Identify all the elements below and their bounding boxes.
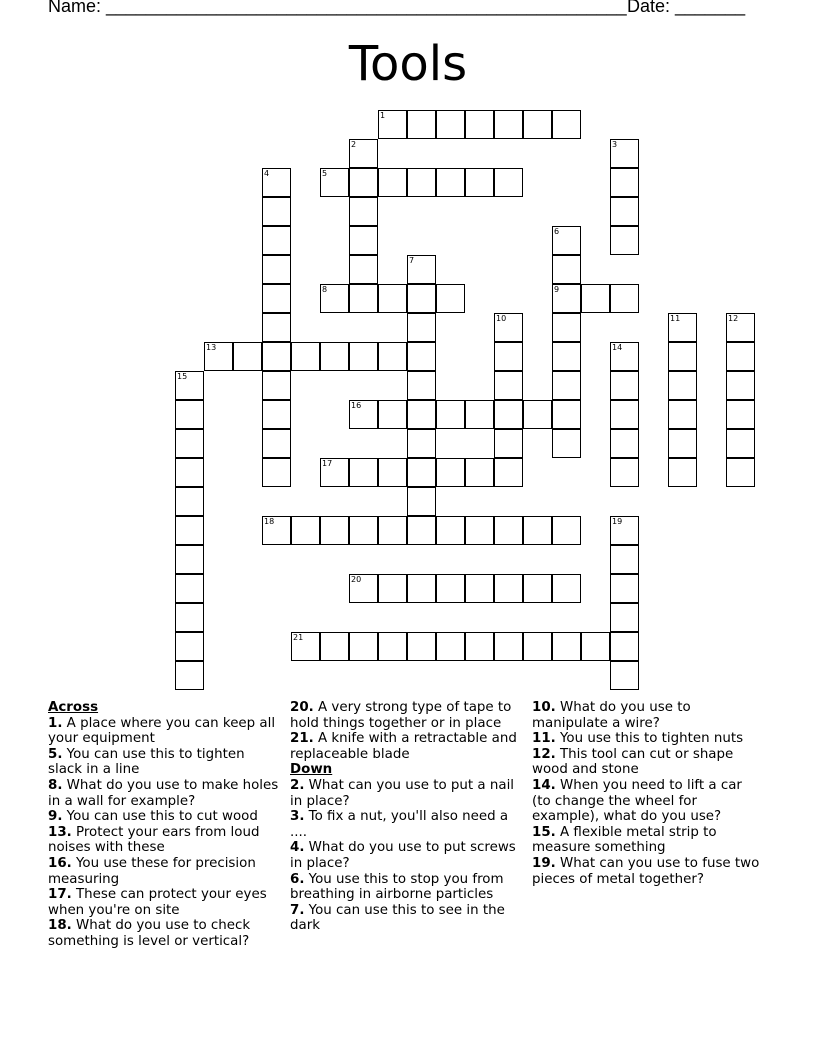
clue-number: 2 bbox=[351, 140, 357, 149]
clue-text: A very strong type of tape to hold things together or in place bbox=[290, 700, 512, 731]
clue-text: You use this to tighten nuts bbox=[555, 731, 744, 747]
grid-cell[interactable] bbox=[494, 168, 523, 197]
clue-number-label: 7. bbox=[290, 902, 305, 918]
across-clue bbox=[48, 778, 280, 809]
grid-cell[interactable] bbox=[436, 574, 465, 603]
grid-cell[interactable] bbox=[407, 110, 436, 139]
grid-cell[interactable] bbox=[465, 168, 494, 197]
grid-cell[interactable] bbox=[378, 342, 407, 371]
clue-number: 1 bbox=[380, 111, 386, 120]
grid-cell[interactable] bbox=[610, 429, 639, 458]
grid-cell[interactable] bbox=[349, 458, 378, 487]
grid-cell[interactable] bbox=[610, 371, 639, 400]
across-heading: Across bbox=[48, 700, 99, 715]
grid-cell[interactable] bbox=[407, 342, 436, 371]
grid-cell[interactable] bbox=[262, 400, 291, 429]
grid-cell[interactable] bbox=[552, 110, 581, 139]
clue-number: 12 bbox=[728, 314, 739, 323]
grid-cell[interactable] bbox=[465, 400, 494, 429]
grid-cell[interactable] bbox=[378, 574, 407, 603]
grid-cell[interactable] bbox=[494, 574, 523, 603]
clue-number-label: 14. bbox=[532, 777, 556, 793]
grid-cell[interactable] bbox=[552, 429, 581, 458]
clue-text: A flexible metal strip to measure something bbox=[532, 824, 717, 856]
grid-cell[interactable] bbox=[407, 574, 436, 603]
clue-number-label: 13. bbox=[48, 824, 72, 840]
name-field-label: Name: ____________________________________________________ bbox=[48, 0, 627, 16]
down-clue bbox=[532, 778, 764, 825]
clue-text: You use these for precision measuring bbox=[48, 855, 256, 887]
grid-cell[interactable] bbox=[494, 429, 523, 458]
grid-cell[interactable] bbox=[407, 284, 436, 313]
clue-text: You can use this to cut wood bbox=[62, 809, 258, 825]
grid-cell[interactable] bbox=[668, 342, 697, 371]
clue-column-3 bbox=[532, 700, 764, 887]
grid-cell[interactable] bbox=[726, 458, 755, 487]
across-clue bbox=[48, 887, 280, 918]
grid-cell[interactable] bbox=[349, 255, 378, 284]
clue-number-label: 15. bbox=[532, 824, 556, 840]
grid-cell[interactable] bbox=[523, 516, 552, 545]
clue-number: 21 bbox=[293, 633, 304, 642]
down-clue bbox=[290, 840, 522, 871]
grid-cell[interactable] bbox=[436, 400, 465, 429]
grid-cell[interactable] bbox=[465, 516, 494, 545]
clue-text: You can use this to see in the dark bbox=[290, 902, 505, 934]
down-clue bbox=[290, 809, 522, 840]
clue-number-label: 2. bbox=[290, 777, 305, 793]
date-field-label: Date: _______ bbox=[627, 0, 746, 16]
grid-cell[interactable] bbox=[262, 197, 291, 226]
grid-cell[interactable] bbox=[465, 458, 494, 487]
clue-number: 18 bbox=[264, 517, 275, 526]
grid-cell[interactable] bbox=[378, 632, 407, 661]
grid-cell[interactable] bbox=[610, 284, 639, 313]
across-clue bbox=[48, 809, 280, 825]
grid-cell[interactable] bbox=[262, 284, 291, 313]
grid-cell[interactable] bbox=[407, 458, 436, 487]
clue-number-label: 21. bbox=[290, 731, 314, 747]
clue-number: 6 bbox=[554, 227, 560, 236]
grid-cell[interactable] bbox=[668, 458, 697, 487]
clue-number: 14 bbox=[612, 343, 623, 352]
grid-cell[interactable] bbox=[726, 429, 755, 458]
grid-cell[interactable] bbox=[494, 342, 523, 371]
clue-column-1 bbox=[48, 700, 280, 950]
grid-cell[interactable] bbox=[523, 574, 552, 603]
grid-cell[interactable] bbox=[436, 284, 465, 313]
down-clue bbox=[532, 731, 764, 747]
grid-cell[interactable] bbox=[436, 168, 465, 197]
clue-number: 20 bbox=[351, 575, 362, 584]
grid-cell[interactable] bbox=[233, 342, 262, 371]
grid-cell[interactable] bbox=[610, 197, 639, 226]
grid-cell[interactable] bbox=[407, 632, 436, 661]
grid-cell[interactable] bbox=[494, 458, 523, 487]
across-clue bbox=[48, 747, 280, 778]
grid-cell[interactable] bbox=[436, 632, 465, 661]
clue-number: 10 bbox=[496, 314, 507, 323]
grid-cell[interactable] bbox=[436, 110, 465, 139]
grid-cell[interactable] bbox=[436, 516, 465, 545]
clue-text: You can use this to tighten slack in a line bbox=[48, 746, 245, 778]
across-clue bbox=[48, 716, 280, 747]
grid-cell[interactable] bbox=[726, 400, 755, 429]
grid-cell[interactable] bbox=[552, 400, 581, 429]
grid-cell[interactable] bbox=[262, 429, 291, 458]
clue-text: These can protect your eyes when you're on site bbox=[48, 887, 267, 918]
grid-cell[interactable] bbox=[349, 632, 378, 661]
clue-number-label: 17. bbox=[48, 887, 72, 903]
down-heading: Down bbox=[290, 762, 333, 778]
clue-number-label: 12. bbox=[532, 746, 556, 762]
grid-cell[interactable] bbox=[610, 574, 639, 603]
clue-number: 15 bbox=[177, 372, 188, 381]
grid-cell[interactable] bbox=[610, 545, 639, 574]
grid-cell[interactable] bbox=[378, 284, 407, 313]
grid-cell[interactable] bbox=[465, 574, 494, 603]
clue-text: This tool can cut or shape wood and stone bbox=[532, 746, 734, 778]
grid-cell[interactable] bbox=[610, 400, 639, 429]
clue-text: What do you use to make holes in a wall for example? bbox=[48, 777, 279, 809]
grid-cell[interactable] bbox=[320, 632, 349, 661]
grid-cell[interactable] bbox=[494, 110, 523, 139]
grid-cell[interactable] bbox=[175, 429, 204, 458]
grid-cell[interactable] bbox=[610, 168, 639, 197]
grid-cell[interactable] bbox=[349, 516, 378, 545]
clue-column-2 bbox=[290, 700, 522, 934]
clue-text: You use this to stop you from breathing in airborne particles bbox=[290, 871, 504, 903]
across-clue bbox=[48, 918, 280, 949]
grid-cell[interactable] bbox=[262, 458, 291, 487]
clue-number: 5 bbox=[322, 169, 328, 178]
grid-cell[interactable] bbox=[523, 110, 552, 139]
clue-text: When you need to lift a car (to change the wheel for example), what do you use? bbox=[532, 777, 742, 825]
down-clue bbox=[290, 778, 522, 809]
grid-cell[interactable] bbox=[175, 516, 204, 545]
clue-number: 8 bbox=[322, 285, 328, 294]
clue-number-label: 20. bbox=[290, 700, 314, 715]
grid-cell[interactable] bbox=[494, 371, 523, 400]
grid-cell[interactable] bbox=[552, 516, 581, 545]
grid-cell[interactable] bbox=[175, 458, 204, 487]
grid-cell[interactable] bbox=[349, 342, 378, 371]
grid-cell[interactable] bbox=[407, 400, 436, 429]
grid-cell[interactable] bbox=[552, 371, 581, 400]
grid-cell[interactable] bbox=[175, 487, 204, 516]
clue-number-label: 4. bbox=[290, 840, 305, 856]
grid-cell[interactable] bbox=[726, 342, 755, 371]
clue-number-label: 18. bbox=[48, 918, 72, 934]
grid-cell[interactable] bbox=[291, 516, 320, 545]
grid-cell[interactable] bbox=[320, 516, 349, 545]
grid-cell[interactable] bbox=[552, 632, 581, 661]
clue-number-label: 5. bbox=[48, 746, 63, 762]
grid-cell[interactable] bbox=[262, 342, 291, 371]
grid-cell[interactable] bbox=[175, 632, 204, 661]
clue-text: A place where you can keep all your equipment bbox=[48, 715, 276, 747]
across-clue bbox=[48, 856, 280, 887]
clue-number: 3 bbox=[612, 140, 618, 149]
grid-cell[interactable] bbox=[262, 226, 291, 255]
down-clue bbox=[532, 856, 764, 887]
grid-cell[interactable] bbox=[436, 458, 465, 487]
page-title: Tools bbox=[348, 36, 468, 92]
clue-text: A knife with a retractable and replaceable blade bbox=[290, 731, 517, 762]
grid-cell[interactable] bbox=[610, 226, 639, 255]
grid-cell[interactable] bbox=[175, 545, 204, 574]
clue-number-label: 19. bbox=[532, 855, 556, 871]
grid-cell[interactable] bbox=[175, 400, 204, 429]
grid-cell[interactable] bbox=[610, 603, 639, 632]
grid-cell[interactable] bbox=[407, 516, 436, 545]
grid-cell[interactable] bbox=[378, 458, 407, 487]
clue-number-label: 11. bbox=[532, 731, 556, 747]
grid-cell[interactable] bbox=[262, 313, 291, 342]
clue-number-label: 6. bbox=[290, 871, 305, 887]
down-clue bbox=[532, 825, 764, 856]
grid-cell[interactable] bbox=[378, 168, 407, 197]
grid-cell[interactable] bbox=[378, 400, 407, 429]
clue-number: 16 bbox=[351, 401, 362, 410]
grid-cell[interactable] bbox=[668, 371, 697, 400]
clue-number: 11 bbox=[670, 314, 681, 323]
clue-text: What can you use to fuse two pieces of metal together? bbox=[532, 855, 760, 887]
clue-number-label: 3. bbox=[290, 809, 305, 825]
grid-cell[interactable] bbox=[465, 110, 494, 139]
grid-cell[interactable] bbox=[523, 400, 552, 429]
grid-cell[interactable] bbox=[552, 255, 581, 284]
grid-cell[interactable] bbox=[378, 516, 407, 545]
grid-cell[interactable] bbox=[668, 400, 697, 429]
grid-cell[interactable] bbox=[175, 574, 204, 603]
grid-cell[interactable] bbox=[465, 632, 494, 661]
grid-cell[interactable] bbox=[552, 574, 581, 603]
grid-cell[interactable] bbox=[407, 371, 436, 400]
grid-cell[interactable] bbox=[349, 226, 378, 255]
grid-cell[interactable] bbox=[407, 429, 436, 458]
grid-cell[interactable] bbox=[552, 342, 581, 371]
grid-cell[interactable] bbox=[349, 168, 378, 197]
clue-number-label: 16. bbox=[48, 855, 72, 871]
grid-cell[interactable] bbox=[523, 632, 552, 661]
clue-number: 4 bbox=[264, 169, 270, 178]
grid-cell[interactable] bbox=[407, 168, 436, 197]
clue-text: What do you use to put screws in place? bbox=[290, 840, 516, 871]
grid-cell[interactable] bbox=[494, 516, 523, 545]
grid-cell[interactable] bbox=[407, 487, 436, 516]
grid-cell[interactable] bbox=[610, 458, 639, 487]
clue-text: What do you use to check something is level or vertical? bbox=[48, 918, 251, 949]
clue-number: 13 bbox=[206, 343, 217, 352]
grid-cell[interactable] bbox=[262, 255, 291, 284]
across-clue bbox=[290, 731, 522, 762]
grid-cell[interactable] bbox=[349, 197, 378, 226]
grid-cell[interactable] bbox=[552, 313, 581, 342]
down-clue bbox=[290, 903, 522, 934]
grid-cell[interactable] bbox=[291, 342, 320, 371]
clue-number-label: 10. bbox=[532, 700, 556, 715]
clue-text: To fix a nut, you'll also need a .... bbox=[290, 809, 509, 840]
grid-cell[interactable] bbox=[610, 632, 639, 661]
grid-cell[interactable] bbox=[581, 632, 610, 661]
clue-text: Protect your ears from loud noises with these bbox=[48, 824, 260, 856]
across-clue bbox=[48, 825, 280, 856]
grid-cell[interactable] bbox=[726, 371, 755, 400]
down-clue bbox=[290, 872, 522, 903]
grid-cell[interactable] bbox=[494, 632, 523, 661]
down-clue bbox=[532, 700, 764, 731]
across-clue bbox=[290, 700, 522, 731]
clue-text: What do you use to manipulate a wire? bbox=[532, 700, 691, 731]
grid-cell[interactable] bbox=[349, 284, 378, 313]
clue-number-label: 8. bbox=[48, 777, 63, 793]
clue-number: 19 bbox=[612, 517, 623, 526]
grid-cell[interactable] bbox=[581, 284, 610, 313]
clue-number-label: 9. bbox=[48, 809, 63, 825]
down-clue bbox=[532, 747, 764, 778]
clue-text: What can you use to put a nail in place? bbox=[290, 777, 515, 809]
clue-number: 7 bbox=[409, 256, 415, 265]
grid-cell[interactable] bbox=[494, 400, 523, 429]
clue-number: 9 bbox=[554, 285, 560, 294]
grid-cell[interactable] bbox=[407, 313, 436, 342]
grid-cell[interactable] bbox=[610, 661, 639, 690]
grid-cell[interactable] bbox=[175, 661, 204, 690]
clue-number-label: 1. bbox=[48, 715, 63, 731]
grid-cell[interactable] bbox=[175, 603, 204, 632]
grid-cell[interactable] bbox=[262, 371, 291, 400]
grid-cell[interactable] bbox=[668, 429, 697, 458]
grid-cell[interactable] bbox=[320, 342, 349, 371]
clue-number: 17 bbox=[322, 459, 333, 468]
